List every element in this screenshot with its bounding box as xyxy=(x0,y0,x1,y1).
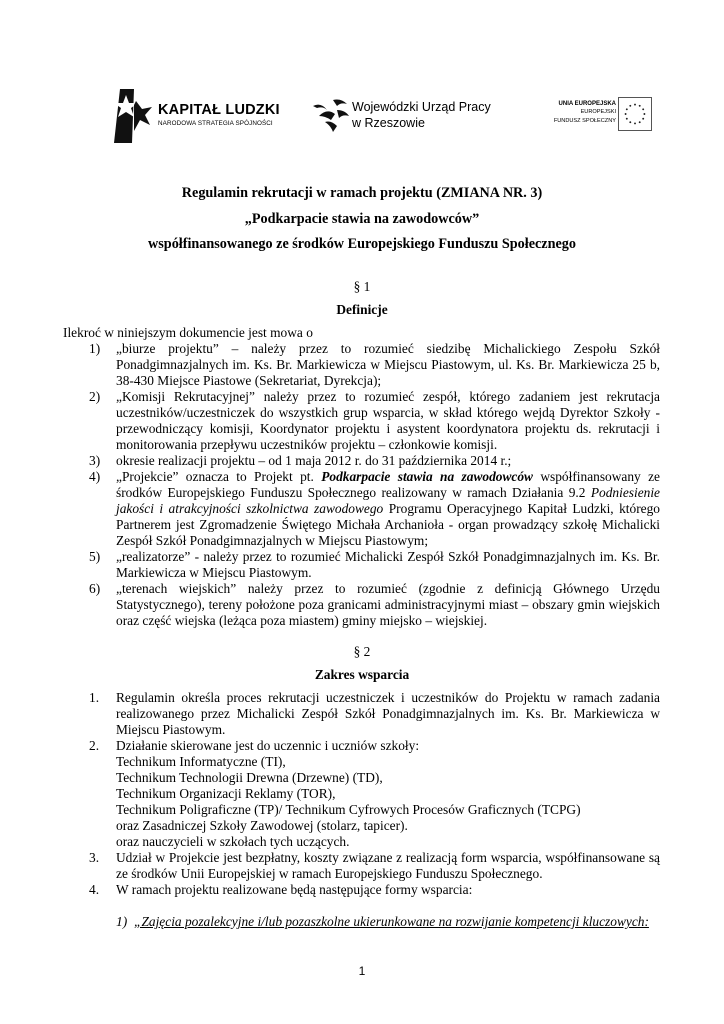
funding-line: współfinansowanego ze środków Europejskiego Funduszu Społecznego xyxy=(148,236,576,252)
section-1-intro: Ilekroć w niniejszym dokumencie jest mowa o xyxy=(63,325,313,340)
eu-flag-icon xyxy=(618,97,652,131)
eu-logo xyxy=(530,97,652,133)
school-type-item: Technikum Technologii Drewna (Drzewne) (TD), xyxy=(116,770,383,785)
eu-line3: FUNDUSZ SPOŁECZNY xyxy=(553,117,616,124)
scope-1-line: Miejscu Piastowym. xyxy=(116,722,226,737)
definition-2-number: 2) xyxy=(89,389,101,404)
definition-1-line: 38-430 Miejsce Piastowe (Sekretariat, Dyrekcja); xyxy=(116,373,382,388)
project-title-emphasis: Podkarpacie stawia na zawodowców xyxy=(321,469,533,484)
kapital-ludzki-logo xyxy=(112,87,280,147)
definition-5-line: Markiewicza w Miejscu Piastowym. xyxy=(116,565,312,580)
kapital-ludzki-star-icon xyxy=(112,87,156,145)
definition-3-line: okresie realizacji projektu – od 1 maja 2012 r. do 31 października 2014 r.; xyxy=(116,453,512,468)
scope-2-line: Działanie skierowane jest do uczennic i uczniów szkoły: xyxy=(116,738,420,753)
definition-2-line: „Komisji Rekrutacyjnej” należy przez to rozumieć zespół, którego zadaniem jest rekrutacja xyxy=(116,389,660,404)
school-type-item: oraz nauczycieli w szkołach tych uczących. xyxy=(116,834,350,849)
scope-4-number: 4. xyxy=(89,882,100,897)
definition-2-line: monitorowania przepływu uczestników projektu – członkowie komisji. xyxy=(116,437,498,452)
section-2-sign: § 2 xyxy=(353,644,371,659)
school-type-item: Technikum Poligraficzne (TP)/ Technikum Cyfrowych Procesów Graficznych (TCPG) xyxy=(116,802,581,817)
definition-4-line: jakości i atrakcyjności szkolnictwa zawodowego Programu Operacyjnego Kapitał Ludzki, którego xyxy=(116,501,661,516)
definition-6-line: „terenach wiejskich” należy przez to rozumieć (zgodnie z definicją Głównego Urzędu xyxy=(116,581,660,596)
scope-2-number: 2. xyxy=(89,738,100,753)
section-1-heading: Definicje xyxy=(336,302,388,317)
section-1-sign: § 1 xyxy=(353,279,371,294)
definition-4-line: środków Europejskiego Funduszu Społecznego realizowany w ramach Działania 9.2 Podniesienie xyxy=(116,485,660,500)
scope-1-number: 1. xyxy=(89,690,100,705)
scope-1-line: realizowanego przez Michalicki Zespół Szkół Ponadgimnazjalnych im. Ks. Br. Markiewicza w xyxy=(116,706,660,721)
definition-6-line: oraz część wiejska (leżąca poza miastem) gminy miejsko – wiejskiej. xyxy=(116,613,488,628)
scope-3-number: 3. xyxy=(89,850,100,865)
eu-line1: UNIA EUROPEJSKA xyxy=(558,101,616,107)
school-type-item: oraz Zasadniczej Szkoły Zawodowej (stolarz, tapicer). xyxy=(116,818,408,833)
page-number: 1 xyxy=(358,964,366,978)
school-type-item: Technikum Organizacji Reklamy (TOR), xyxy=(116,786,336,801)
definition-5-number: 5) xyxy=(89,549,101,564)
scope-1-line: Regulamin określa proces rekrutacji uczestniczek i uczestników do Projektu w ramach zadania xyxy=(116,690,660,705)
definition-4-line: Zespół Szkół Ponadgimnazjalnych w Miejscu Piastowym; xyxy=(116,533,429,548)
scope-4-line: W ramach projektu realizowane będą następujące formy wsparcia: xyxy=(116,882,473,897)
definition-6-line: Statystycznego), tereny położone poza granicami administracyjnymi miast – obszary gmin wiejskich xyxy=(116,597,660,612)
definition-3-number: 3) xyxy=(89,453,101,468)
scope-3-line: Udział w Projekcie jest bezpłatny, koszty związane z realizacją form wsparcia, współfinansowane są xyxy=(116,850,660,865)
document-title: Regulamin rekrutacji w ramach projektu (ZMIANA NR. 3) xyxy=(181,185,543,201)
definition-1-number: 1) xyxy=(89,341,101,356)
school-type-item: Technikum Informatyczne (TI), xyxy=(116,754,286,769)
definition-2-line: przewodniczący komisji, Koordynator projektu i asystent koordynatora projektu ds. rekrutacji i xyxy=(116,421,660,436)
support-form-1-number: 1) xyxy=(116,914,128,929)
definition-4-line: Partnerem jest Zgromadzenie Świętego Michała Archanioła - organ prowadzący szkołę Michalicki xyxy=(116,517,660,532)
kapital-ludzki-name: KAPITAŁ LUDZKI xyxy=(158,102,280,118)
section-2-heading: Zakres wsparcia xyxy=(314,667,410,682)
definition-4-line: „Projekcie” oznacza to Projekt pt. Podkarpacie stawia na zawodowców współfinansowany ze xyxy=(116,469,660,484)
definition-1-line: Ponadgimnazjalnych im. Ks. Br. Markiewicza w Miejscu Piastowym, ul. Ks. Br. Markiewicza 25 b, xyxy=(116,357,660,372)
eu-line2: EUROPEJSKI xyxy=(580,109,616,116)
wup-bird-icon xyxy=(311,96,351,134)
definition-4-number: 4) xyxy=(89,469,101,484)
project-name: „Podkarpacie stawia na zawodowców” xyxy=(244,211,480,227)
scope-3-line: ze środków Unii Europejskiej w ramach Europejskiego Funduszu Społecznego. xyxy=(116,866,543,881)
wup-name-line1: Wojewódzki Urząd Pracy xyxy=(352,100,491,114)
definition-1-line: „biurze projektu” – należy przez to rozumieć siedzibę Michalickiego Zespołu Szkół xyxy=(116,341,660,356)
kapital-ludzki-subtitle: NARODOWA STRATEGIA SPÓJNOŚCI xyxy=(158,120,273,127)
support-form-1-title: „Zajęcia pozalekcyjne i/lub pozaszkolne ukierunkowane na rozwijanie kompetencji kluczowych: xyxy=(134,914,649,929)
wup-name-line2: w Rzeszowie xyxy=(352,116,425,130)
definition-2-line: uczestników/uczestniczek do wszystkich grup wsparcia, w skład którego wejdą Dyrektor Szkoły - xyxy=(116,405,660,420)
definition-5-line: „realizatorze” - należy przez to rozumieć Michalicki Zespół Szkół Ponadgimnazjalnych im. Ks. Br. xyxy=(116,549,660,564)
definition-6-number: 6) xyxy=(89,581,101,596)
wup-logo xyxy=(311,96,491,136)
